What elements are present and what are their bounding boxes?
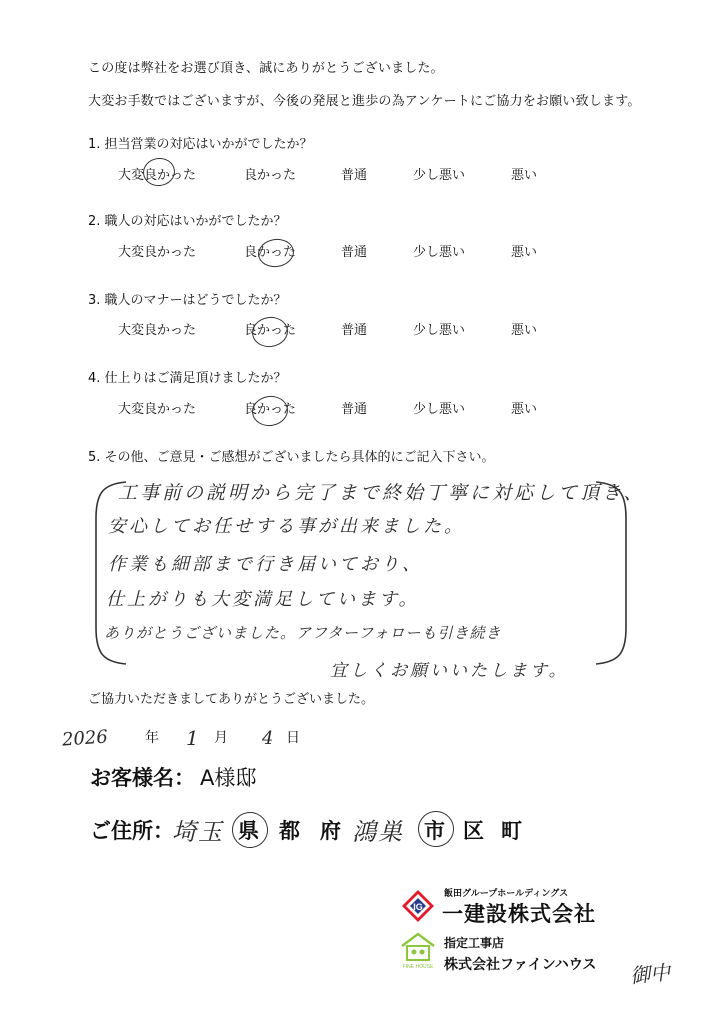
date-year-label: 年 bbox=[145, 730, 159, 746]
designated-shop-label: 指定工事店 bbox=[444, 936, 505, 950]
ig-logo-icon bbox=[400, 888, 436, 924]
option-good[interactable]: 良かった bbox=[244, 168, 297, 183]
fine-house-logo-icon bbox=[398, 930, 438, 970]
customer-name-value[interactable]: A様邸 bbox=[200, 766, 257, 790]
selection-circle bbox=[141, 156, 177, 188]
options-row-4 bbox=[0, 398, 724, 420]
date-day-value[interactable]: 4 bbox=[262, 728, 274, 749]
date-month-value[interactable]: 1 bbox=[186, 726, 199, 750]
option-very-good[interactable]: 大変良かった bbox=[118, 402, 197, 417]
pref-option-fu[interactable]: 府 bbox=[320, 819, 341, 843]
options-row-1 bbox=[0, 164, 724, 186]
address-prefecture[interactable]: 埼玉 bbox=[172, 818, 224, 846]
city-option-ku[interactable]: 区 bbox=[463, 819, 484, 843]
options-row-3 bbox=[0, 319, 724, 341]
option-good[interactable]: 良かった bbox=[244, 245, 297, 260]
company-name-2: 株式会社ファインハウス bbox=[444, 957, 597, 973]
closing-text: ご協力いただきましてありがとうございました。 bbox=[88, 692, 375, 707]
comment-line-5: ありがとうございました。アフターフォローも引き続き bbox=[104, 624, 502, 642]
signature-onchu: 御中 bbox=[629, 959, 672, 989]
city-option-shi[interactable]: 市 bbox=[424, 819, 445, 843]
comment-line-6: 宜しくお願いいたします。 bbox=[330, 661, 569, 681]
option-normal[interactable]: 普通 bbox=[341, 245, 368, 260]
date-year-value[interactable]: 2026 bbox=[61, 726, 109, 751]
address-label: ご住所： bbox=[90, 819, 174, 843]
question-2: 2. 職人の対応はいかがでしたか？ bbox=[88, 214, 287, 229]
option-very-good[interactable]: 大変良かった bbox=[118, 245, 197, 260]
city-selection-circle bbox=[416, 809, 457, 850]
comment-bracket-right bbox=[592, 478, 632, 668]
comment-line-1: 工事前の説明から完了まで終始丁寧に対応して頂き、 bbox=[118, 482, 646, 504]
company-name-1: 一建設株式会社 bbox=[442, 902, 596, 926]
option-good[interactable]: 良かった bbox=[244, 323, 297, 338]
option-bad[interactable]: 悪い bbox=[511, 402, 538, 417]
question-4: 4. 仕上りはご満足頂けましたか？ bbox=[88, 371, 287, 386]
group-name: 飯田グループホールディングス bbox=[444, 889, 569, 899]
option-slightly-bad[interactable]: 少し悪い bbox=[413, 245, 466, 260]
pref-selection-circle bbox=[230, 810, 271, 851]
option-bad[interactable]: 悪い bbox=[511, 245, 538, 260]
option-normal[interactable]: 普通 bbox=[341, 168, 368, 183]
option-normal[interactable]: 普通 bbox=[341, 402, 368, 417]
question-1: 1. 担当営業の対応はいかがでしたか？ bbox=[88, 137, 313, 152]
svg-text:FINE HOUSE: FINE HOUSE bbox=[402, 964, 434, 970]
option-bad[interactable]: 悪い bbox=[511, 168, 538, 183]
option-slightly-bad[interactable]: 少し悪い bbox=[413, 323, 466, 338]
option-slightly-bad[interactable]: 少し悪い bbox=[413, 402, 466, 417]
option-very-good[interactable]: 大変良かった bbox=[118, 168, 197, 183]
comment-line-2: 安心してお任せする事が出来ました。 bbox=[108, 516, 465, 537]
customer-name-label: お客様名： bbox=[90, 766, 195, 790]
pref-option-to[interactable]: 都 bbox=[279, 819, 300, 843]
option-normal[interactable]: 普通 bbox=[341, 323, 368, 338]
city-option-machi[interactable]: 町 bbox=[501, 819, 522, 843]
question-5: 5. その他、ご意見・ご感想がございましたら具体的にご記入下さい。 bbox=[88, 450, 495, 465]
pref-option-ken[interactable]: 県 bbox=[238, 819, 259, 843]
options-row-2 bbox=[0, 241, 724, 263]
date-month-label: 月 bbox=[214, 730, 228, 746]
intro-line-1: この度は弊社をお選び頂き、誠にありがとうございました。 bbox=[88, 61, 444, 76]
address-city[interactable]: 鴻巣 bbox=[352, 818, 404, 846]
comment-line-4: 仕上がりも大変満足しています。 bbox=[106, 589, 420, 610]
option-bad[interactable]: 悪い bbox=[511, 323, 538, 338]
date-day-label: 日 bbox=[286, 730, 300, 746]
comment-line-3: 作業も細部まで行き届いており、 bbox=[108, 554, 423, 575]
option-good[interactable]: 良かった bbox=[244, 402, 297, 417]
svg-text:IG: IG bbox=[413, 902, 423, 912]
question-3: 3. 職人のマナーはどうでしたか？ bbox=[88, 293, 287, 308]
intro-line-2: 大変お手数ではございますが、今後の発展と進歩の為アンケートにご協力をお願い致します。 bbox=[88, 94, 641, 109]
option-slightly-bad[interactable]: 少し悪い bbox=[413, 168, 466, 183]
option-very-good[interactable]: 大変良かった bbox=[118, 323, 197, 338]
